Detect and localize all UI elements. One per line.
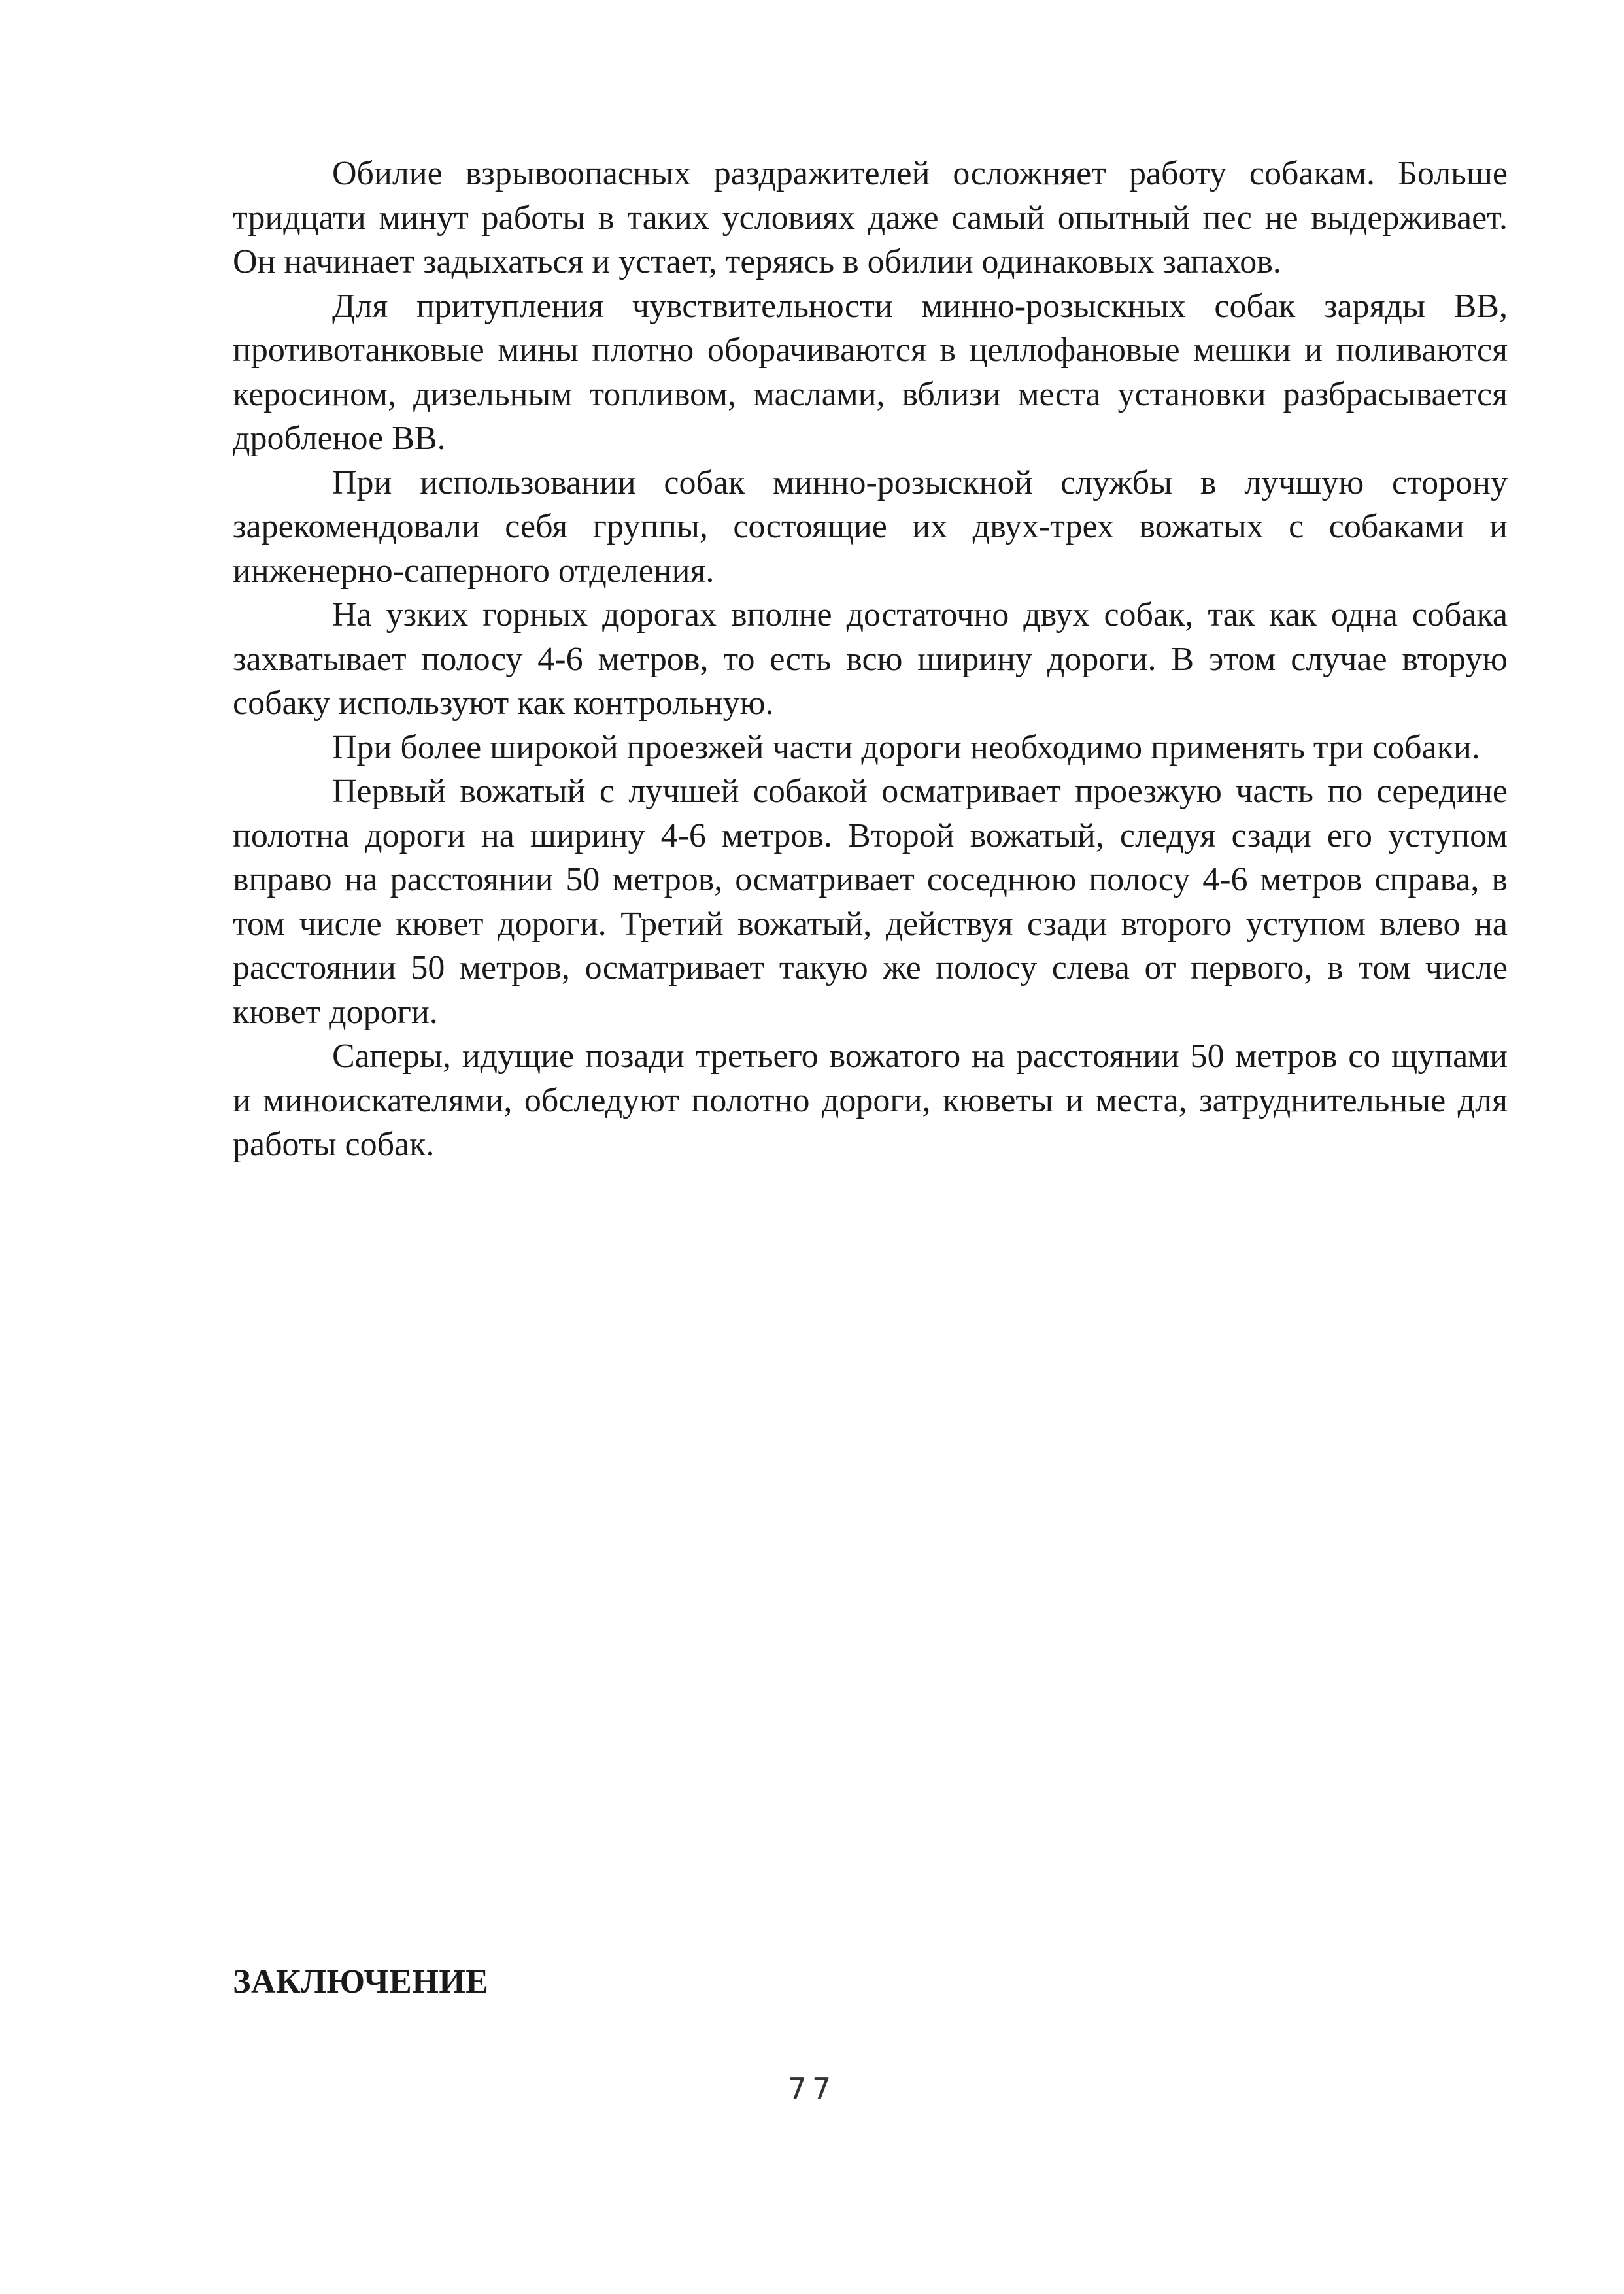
paragraph: На узких горных дорогах вполне достаточно двух собак, так как одна собака захватывает полосу 4-6 метров, то есть всю ширину дороги. В этом случае вторую собаку используют как контрольную. xyxy=(233,596,1508,722)
paragraph: Для притупления чувствительности минно-розыскных собак заряды ВВ, противотанковые мины плотно оборачиваются в целлофановые мешки и поливаются керосином, дизельным топливом, маслами, вблизи места установки разбрасывается дробленое ВВ. xyxy=(233,287,1508,457)
paragraph: Первый вожатый с лучшей собакой осматривает проезжую часть по середине полотна дороги на ширину 4-6 метров. Второй вожатый, следуя сзади его уступом вправо на расстоянии 50 метров, осматривает соседнюю полосу 4-6 метров справа, в том числе кювет дороги. Третий вожатый, действуя сзади второго уступом влево на расстоянии 50 метров, осматривает такую же полосу слева от первого, в том числе кювет дороги. xyxy=(233,773,1508,1031)
page-number: 77 xyxy=(787,2071,837,2106)
section-heading: ЗАКЛЮЧЕНИЕ xyxy=(233,1963,489,2000)
paragraph: Саперы, идущие позади третьего вожатого на расстоянии 50 метров со щупами и миноискателями, обследуют полотно дороги, кюветы и места, затруднительные для работы собак. xyxy=(233,1037,1508,1163)
paragraph: При более широкой проезжей части дороги необходимо применять три собаки. xyxy=(332,728,1480,766)
paragraph: При использовании собак минно-розыскной службы в лучшую сторону зарекомендовали себя группы, состоящие их двух-трех вожатых с собаками и инженерно-саперного отделения. xyxy=(233,464,1508,590)
paragraph: Обилие взрывоопасных раздражителей осложняет работу собакам. Больше тридцати минут работы в таких условиях даже самый опытный пес не выдерживает. Он начинает задыхаться и устает, теряясь в обилии одинаковых запахов. xyxy=(233,155,1508,280)
page-body xyxy=(233,152,1508,1167)
